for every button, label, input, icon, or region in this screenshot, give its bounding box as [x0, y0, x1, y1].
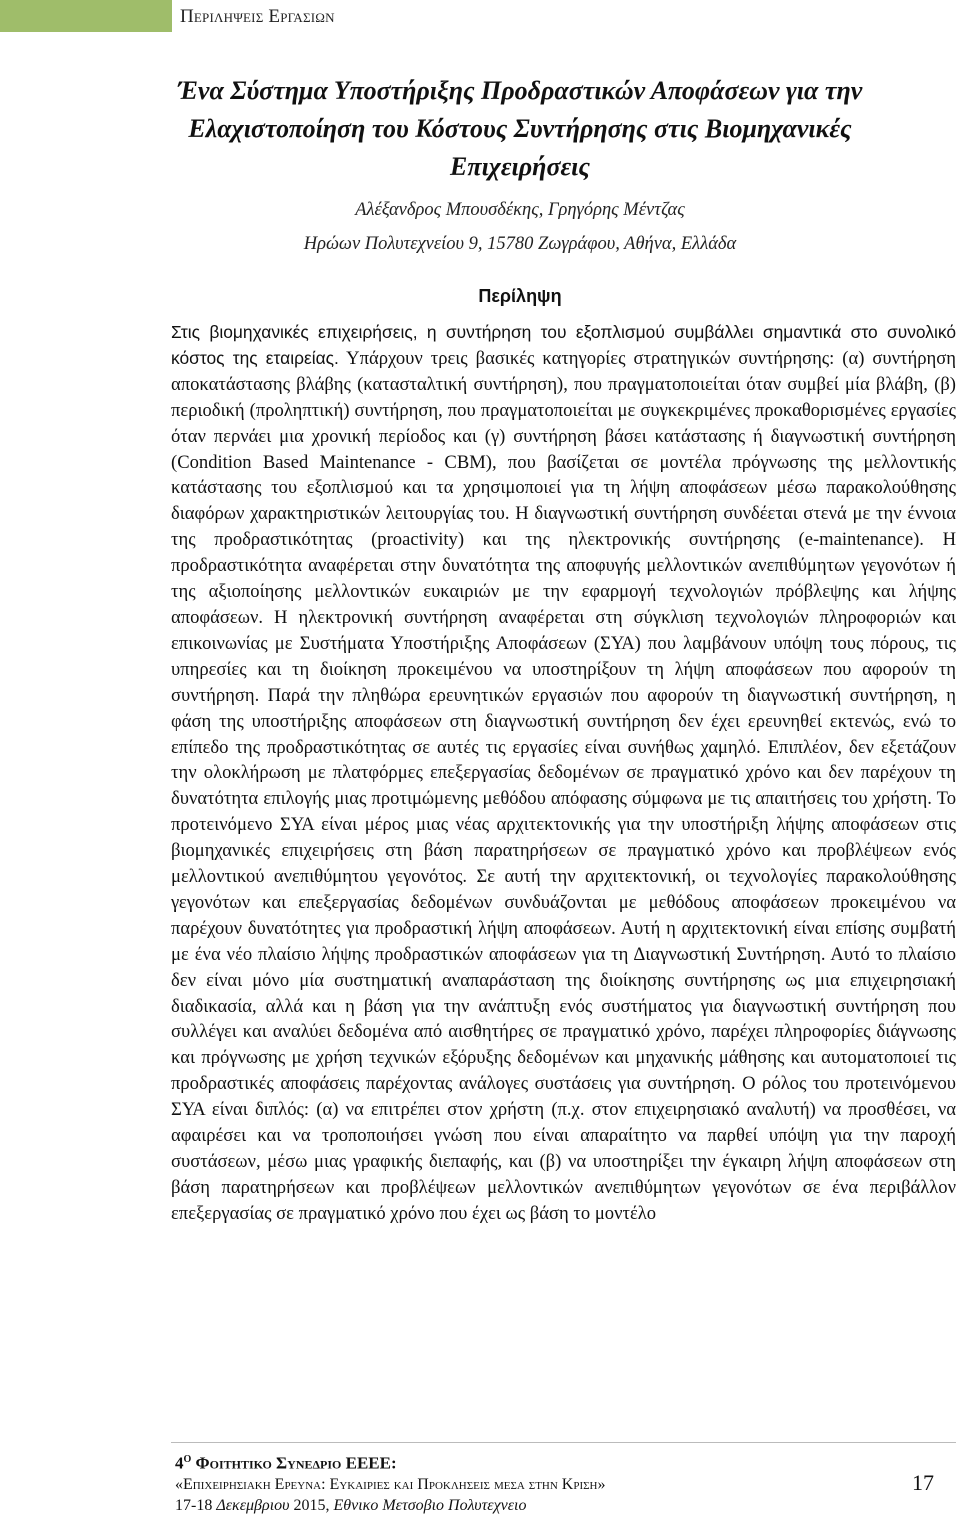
abstract-intro: Στις βιομηχανικές επιχειρήσεις, η συντήρηση του εξοπλισμού συμβάλλει σημαντικά στο συνολικό κόστος της εταιρείας.: [171, 322, 956, 368]
page-number: 17: [912, 1470, 934, 1495]
header-accent-band: [0, 0, 172, 32]
abstract-text: [171, 320, 956, 1227]
abstract-body: Υπάρχουν τρεις βασικές κατηγορίες στρατηγικών συντήρησης: (α) συντήρηση αποκατάστασης βλάβης (κατασταλτική συντήρηση), που πραγματοποιείται όταν συμβεί μία βλάβη, (β) περιοδική (προληπτική) συντήρηση, που πραγματοποιείται με συγκεκριμένες προκαθορισμένες εργασίες όταν περνάει μια χρονική περίοδος και (γ) συντήρηση βάσει κατάστασης ή διαγνωστική συντήρηση (Condition Based Maintenance - CBM), που βασίζεται σε μοντέλα πρόγνωσης της μελλοντικής κατάστασης του εξοπλισμού και τα χρησιμοποιεί για τη λήψη αποφάσεων μέσω παρακολούθησης διαφόρων χαρακτηριστικών λειτουργίας του. Η διαγνωστική συντήρηση συνδέεται στενά με την έννοια της προδραστικότητας (proactivity) και της ηλεκτρονικής συντήρησης (e-maintenance). Η προδραστικότητα αναφέρεται στην δυνατότητα της αποφυγής μελλοντικών ανεπιθύμητων γεγονότων ή της αξιοποίησης μελλοντικών ευκαιριών με την εφαρμογή τεχνολογιών πρόβλεψης και λήψης αποφάσεων. Η ηλεκτρονική συντήρηση αναφέρεται στη σύγκλιση τεχνολογιών πληροφοριών και επικοινωνίας με Συστήματα Υποστήριξης Αποφάσεων (ΣΥΑ) που λαμβάνουν υπόψη τους πόρους, τις υπηρεσίες και τη διοίκηση προκειμένου να υποστηρίξουν τη λήψη αποφάσεων που αφορούν τη συντήρηση. Παρά την πληθώρα ερευνητικών εργασιών που αφορούν τη διαγνωστική συντήρηση, η φάση της υποστήριξης αποφάσεων στη διαγνωστική συντήρηση δεν έχει ερευνηθεί εκτενώς, ενώ το επίπεδο της προδραστικότητας σε αυτές τις εργασίες είναι συνήθως χαμηλό. Επιπλέον, δεν εξετάζουν την ολοκλήρωση με πλατφόρμες επεξεργασίας δεδομένων σε πραγματικό χρόνο και δεν παρέχουν τη δυνατότητα επιλογής μιας προτιμώμενης μεθόδου απόφασης σύμφωνα με τις απαιτήσεις του χρήστη. Το προτεινόμενο ΣΥΑ είναι μέρος μιας νέας αρχιτεκτονικής για την υποστήριξη λήψης αποφάσεων στις βιομηχανικές επιχειρήσεις στη βάση παρατηρήσεων σε πραγματικό χρόνο και προβλέψεων ενός μελλοντικού ανεπιθύμητου γεγονότος. Σε αυτή την αρχιτεκτονική, οι τεχνολογίες παρακολούθησης γεγονότων και επεξεργασίας δεδομένων συνδυάζονται με μεθόδους αποφάσεων προκειμένου να παρέχουν δυνατότητες για προδραστική λήψη αποφάσεων. Αυτή η αρχιτεκτονική είναι επίσης συμβατή με ένα νέο πλαίσιο λήψης προδραστικών αποφάσεων για τη Διαγνωστική Συντήρηση. Αυτό το πλαίσιο δεν είναι μόνο μία συστηματική αναπαράσταση της διοίκησης συντήρησης ως μια επιχειρησιακή διαδικασία, αλλά και η βάση για την ανάπτυξη ενός συστήματος για διαγνωστική συντήρηση που συλλέγει και αναλύει δεδομένα από αισθητήρες σε πραγματικό χρόνο, παρέχει πληροφορίες διάγνωσης και πρόγνωσης με χρήση τεχνικών εξόρυξης δεδομένων και μηχανικής μάθησης και αυτοματοποιεί τις προδραστικές αποφάσεις παρέχοντας ανάλογες συστάσεις για συντήρηση. Ο ρόλος του προτεινόμενου ΣΥΑ είναι διπλός: (α) να επιτρέπει στον χρήστη (π.χ. στον επιχειρησιακό αναλυτή) να προσθέσει, να αφαιρέσει και να τροποποιήσει γνώση που είναι απαραίτητο να παρθεί υπόψη για την παροχή συστάσεων, μέσω μιας γραφικής διεπαφής, και (β) να υποστηρίξει την έγκαιρη λήψη αποφάσεων στη βάση παρατηρήσεων και προβλέψεων μελλοντικών ανεπιθύμητων γεγονότων σε ένα περιβάλλον επεξεργασίας σε πραγματικό χρόνο που έχει ως βάση το μοντέλο: [171, 347, 956, 1224]
paper-authors: Αλέξανδρος Μπουσδέκης, Γρηγόρης Μέντζας: [355, 200, 685, 220]
page-footer: [175, 1448, 875, 1516]
running-header: Περιληψεις Εργασιων: [180, 6, 335, 27]
footer-divider: [171, 1442, 956, 1443]
footer-conference: $4^o$ Φοιτητικο Συνεδριο ΕΕΕΕ:: [175, 1450, 397, 1473]
abstract-heading: Περίληψη: [478, 286, 562, 306]
paper-title: Ένα Σύστημα Υποστήριξης Προδραστικών Αποφάσεων για την Ελαχιστοποίηση του Κόστους Συντήρησης στις Βιομηχανικές Επιχειρήσεις: [177, 76, 863, 181]
footer-date-venue: 17-18 Δεκεμβριου 2015, Εθνικο Μετσοβιο Πολυτεχνειο: [175, 1496, 527, 1514]
footer-theme: «Επιχειρησιακη Ερευνα: Ευκαιριες και Προκλησεις μεσα στην Κριση»: [175, 1475, 606, 1493]
paper-affiliation: Ηρώων Πολυτεχνείου 9, 15780 Ζωγράφου, Αθήνα, Ελλάδα: [303, 234, 737, 254]
